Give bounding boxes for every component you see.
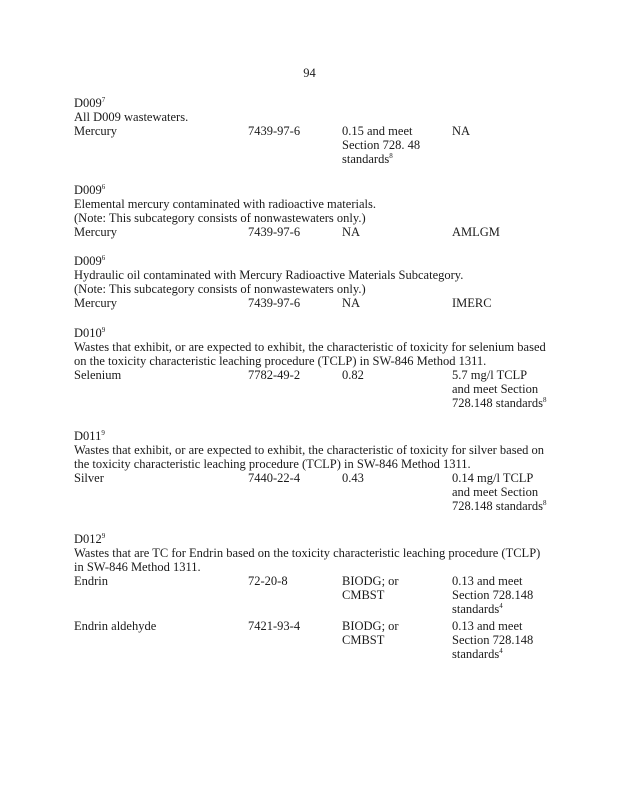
waste-description: Wastes that exhibit, or are expected to exhibit, the characteristic of toxicity for silver based on the toxicity characteristic leaching procedure (TCLP) in SW-846 Method 1311.: [74, 443, 545, 471]
footnote-ref: 8: [542, 395, 547, 404]
wastewater-standard: NA: [342, 225, 361, 239]
section-d009-wastewaters: [74, 95, 554, 166]
wastewater-standard: NA: [342, 296, 361, 310]
waste-description: Hydraulic oil contaminated with Mercury Radioactive Materials Subcategory.: [74, 268, 464, 282]
waste-description: Elemental mercury contaminated with radioactive materials.: [74, 197, 376, 211]
constituent-name: Mercury: [74, 296, 118, 310]
footnote-ref: 6: [101, 253, 106, 262]
footnote-ref: 8: [389, 151, 393, 160]
section-d009-elemental-mercury: [74, 183, 554, 239]
wastewater-standard: 0.43: [342, 471, 364, 485]
table-row: [74, 368, 554, 410]
footnote-ref: 9: [101, 428, 105, 437]
table-row: [74, 296, 554, 310]
nonwastewater-standard: 5.7 mg/l TCLP and meet Section 728.148 standards$^8$: [452, 368, 547, 410]
waste-code: $D012^9$: [74, 531, 106, 546]
wastewater-standard: 0.82: [342, 368, 364, 382]
waste-code: $D009^6$: [74, 253, 106, 268]
table-row: [74, 124, 554, 166]
cas-number: 7421-93-4: [248, 619, 301, 633]
table-row: [74, 619, 554, 661]
footnote-ref: 9: [101, 531, 106, 540]
nonwastewater-standard: NA: [452, 124, 471, 138]
nonwastewater-standard: AMLGM: [452, 225, 500, 239]
cas-number: 7439-97-6: [248, 225, 301, 239]
nonwastewater-standard: 0.13 and meet Section 728.148 standards$^4$: [452, 619, 534, 661]
constituent-name: Mercury: [74, 225, 118, 239]
waste-note: (Note: This subcategory consists of nonwastewaters only.): [74, 282, 366, 296]
waste-code: $D009^7$: [74, 95, 106, 110]
waste-description: All D009 wastewaters.: [74, 110, 189, 124]
constituent-name: Mercury: [74, 124, 118, 138]
constituent-name: Endrin aldehyde: [74, 619, 157, 633]
table-row: [74, 471, 554, 513]
section-d012-endrin: [74, 531, 554, 661]
footnote-ref: 7: [101, 95, 106, 104]
section-d010-selenium: [74, 325, 554, 410]
wastewater-standard: 0.15 and meet Section 728. 48 standards$^8$: [342, 124, 421, 166]
waste-description: Wastes that exhibit, or are expected to exhibit, the characteristic of toxicity for selenium based on the toxicity characteristic leaching procedure (TCLP) in SW-846 Method 1311.: [74, 340, 546, 368]
cas-number: 7440-22-4: [248, 471, 301, 485]
wastewater-standard: BIODG; or CMBST: [342, 619, 399, 647]
waste-code: $D009^6$: [74, 182, 106, 197]
cas-number: 72-20-8: [248, 574, 288, 588]
waste-code: $D011^9$: [74, 428, 105, 443]
constituent-name: Endrin: [74, 574, 109, 588]
footnote-ref: 6: [101, 182, 106, 191]
footnote-ref: 8: [542, 498, 547, 507]
cas-number: 7439-97-6: [248, 124, 301, 138]
waste-code: $D010^9$: [74, 325, 106, 340]
cas-number: 7439-97-6: [248, 296, 301, 310]
section-d009-hydraulic-oil: [74, 254, 554, 310]
nonwastewater-standard: IMERC: [452, 296, 492, 310]
section-d011-silver: [74, 428, 554, 513]
constituent-name: Selenium: [74, 368, 122, 382]
nonwastewater-standard: 0.14 mg/l TCLP and meet Section 728.148 standards$^8$: [452, 471, 547, 513]
footnote-ref: 4: [499, 646, 503, 655]
footnote-ref: 4: [499, 601, 503, 610]
table-row: [74, 574, 554, 619]
waste-description: Wastes that are TC for Endrin based on the toxicity characteristic leaching procedure (TCLP) in SW-846 Method 1311.: [74, 546, 541, 574]
cas-number: 7782-49-2: [248, 368, 301, 382]
constituent-name: Silver: [74, 471, 104, 485]
page-number: 94: [303, 66, 316, 80]
nonwastewater-standard: 0.13 and meet Section 728.148 standards$^4$: [452, 574, 534, 616]
wastewater-standard: BIODG; or CMBST: [342, 574, 399, 602]
footnote-ref: 9: [101, 325, 106, 334]
waste-note: (Note: This subcategory consists of nonwastewaters only.): [74, 211, 366, 225]
table-row: [74, 225, 554, 239]
